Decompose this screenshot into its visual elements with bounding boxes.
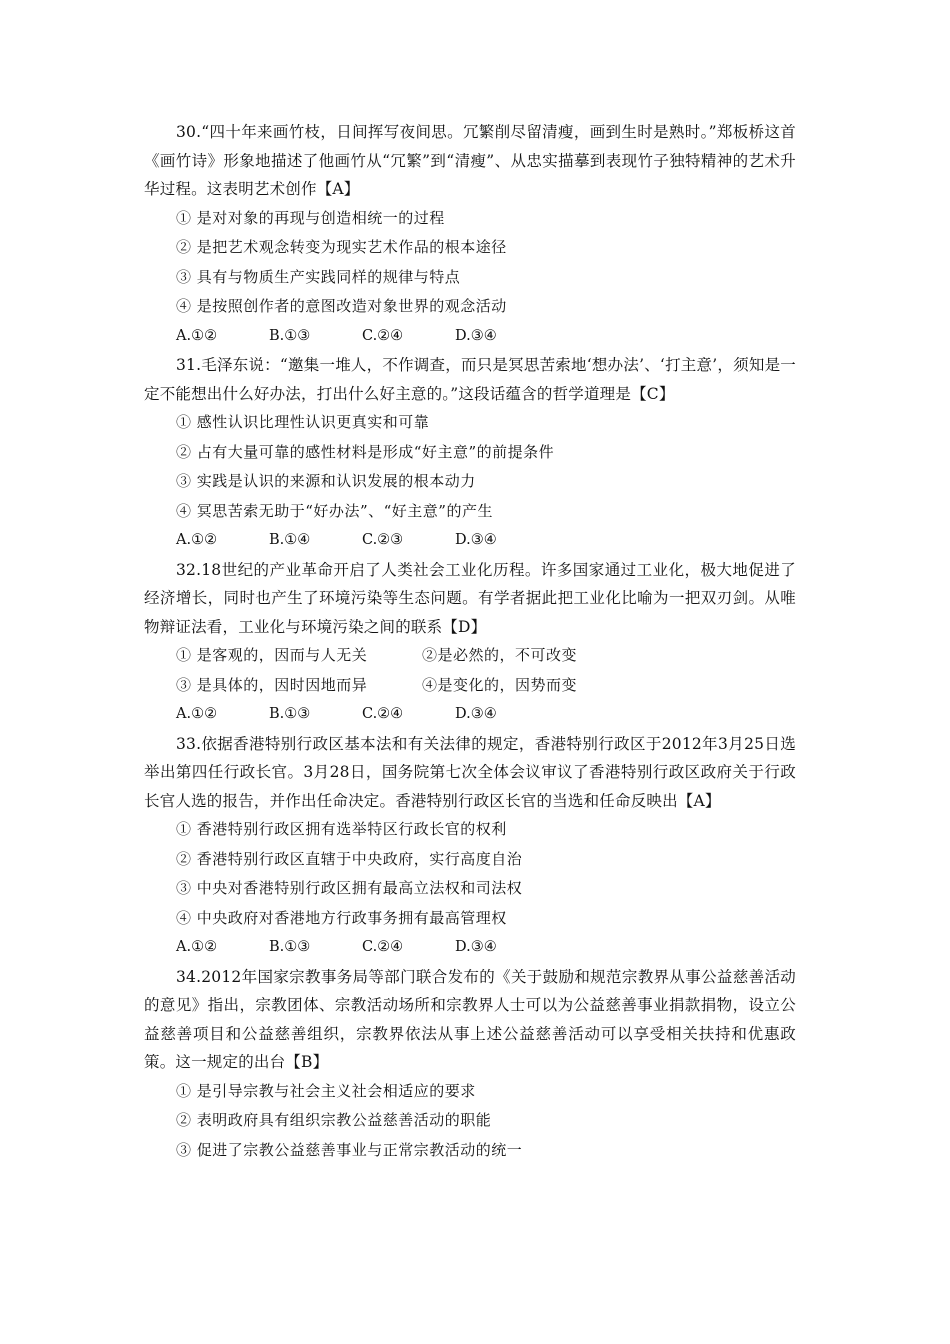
answer-choices (144, 700, 796, 730)
option-4: ④是变化的，因势而变 (422, 675, 578, 694)
choice-b: B.①④ (269, 532, 311, 548)
option-4: ④ 是按照创作者的意图改造对象世界的观念活动 (176, 297, 507, 315)
option-1: ① 感性认识比理性认识更真实和可靠 (176, 413, 430, 431)
option-2: ② 香港特别行政区直辖于中央政府，实行高度自治 (176, 849, 523, 868)
choice-d: D.③④ (455, 706, 497, 722)
option-1: ① 香港特别行政区拥有选举特区行政长官的权利 (176, 820, 507, 838)
answer-choices (144, 322, 796, 352)
option-2: ② 占有大量可靠的感性材料是形成“好主意”的前提条件 (176, 442, 555, 461)
choice-c: C.②④ (362, 706, 404, 722)
question-32 (144, 556, 796, 730)
question-stem: 34.2012年国家宗教事务局等部门联合发布的《关于鼓励和规范宗教界从事公益慈善活动的意见》指出，宗教团体、宗教活动场所和宗教界人士可以为公益慈善事业捐款捐物，设立公益慈善项目和公益慈善组织，宗教界依法从事上述公益慈善活动可以享受相关扶持和优惠政策。这一规定的出台【B】 (144, 967, 796, 1071)
option-4: ④ 中央政府对香港地方行政事务拥有最高管理权 (176, 908, 507, 927)
question-33 (144, 730, 796, 963)
choice-d: D.③④ (455, 327, 497, 344)
option-2: ② 表明政府具有组织宗教公益慈善活动的职能 (176, 1111, 492, 1129)
option-2: ② 是把艺术观念转变为现实艺术作品的根本途径 (176, 238, 507, 256)
question-stem: 30.“四十年来画竹枝，日间挥写夜间思。冗繁削尽留清瘦，画到生时是熟时。”郑板桥这首《画竹诗》形象地描述了他画竹从“冗繁”到“清瘦”、从忠实描摹到表现竹子独特精神的艺术升华过程。这表明艺术创作【A】 (144, 123, 796, 198)
option-row-2 (144, 671, 796, 701)
question-30 (144, 118, 796, 351)
option-1: ① 是对对象的再现与创造相统一的过程 (176, 208, 445, 227)
choice-b: B.①③ (269, 327, 311, 344)
question-34 (144, 963, 796, 1166)
option-3: ③ 促进了宗教公益慈善事业与正常宗教活动的统一 (176, 1140, 523, 1159)
option-1: ① 是客观的，因而与人无关 (176, 646, 368, 664)
question-list (144, 118, 796, 1165)
question-31 (144, 351, 796, 556)
question-stem: 33.依据香港特别行政区基本法和有关法律的规定，香港特别行政区于2012年3月25日选举出第四任行政长官。3月28日，国务院第七次全体会议审议了香港特别行政区政府关于行政长官人选的报告，并作出任命决定。香港特别行政区长官的当选和任命反映出【A】 (144, 734, 796, 810)
question-stem: 32.18世纪的产业革命开启了人类社会工业化历程。许多国家通过工业化，极大地促进了经济增长，同时也产生了环境污染等生态问题。有学者据此把工业化比喻为一把双刃剑。从唯物辩证法看，工业化与环境污染之间的联系【D】 (144, 560, 796, 636)
option-1: ① 是引导宗教与社会主义社会相适应的要求 (176, 1081, 476, 1100)
choice-c: C.②④ (362, 939, 404, 955)
option-4: ④ 冥思苦索无助于“好办法”、“好主意”的产生 (176, 501, 493, 520)
answer-choices (144, 526, 796, 556)
option-2: ②是必然的，不可改变 (422, 646, 578, 664)
choice-a: A.①② (176, 939, 218, 955)
option-row-1 (144, 641, 796, 671)
choice-a: A.①② (176, 327, 218, 344)
choice-a: A.①② (176, 532, 218, 548)
choice-b: B.①③ (269, 706, 311, 722)
choice-d: D.③④ (455, 939, 497, 955)
choice-c: C.②④ (362, 327, 404, 344)
option-3: ③ 中央对香港特别行政区拥有最高立法权和司法权 (176, 879, 523, 897)
answer-choices (144, 933, 796, 963)
choice-a: A.①② (176, 706, 218, 722)
question-stem: 31.毛泽东说：“邀集一堆人，不作调查，而只是冥思苦索地‘想办法’、‘打主意’，须知是一定不能想出什么好办法，打出什么好主意的。”这段话蕴含的哲学道理是【C】 (144, 356, 796, 403)
choice-c: C.②③ (362, 532, 404, 548)
option-3: ③ 实践是认识的来源和认识发展的根本动力 (176, 472, 476, 490)
choice-d: D.③④ (455, 532, 497, 548)
choice-b: B.①③ (269, 939, 311, 955)
option-3: ③ 是具体的，因时因地而异 (176, 675, 368, 694)
option-3: ③ 具有与物质生产实践同样的规律与特点 (176, 267, 461, 286)
